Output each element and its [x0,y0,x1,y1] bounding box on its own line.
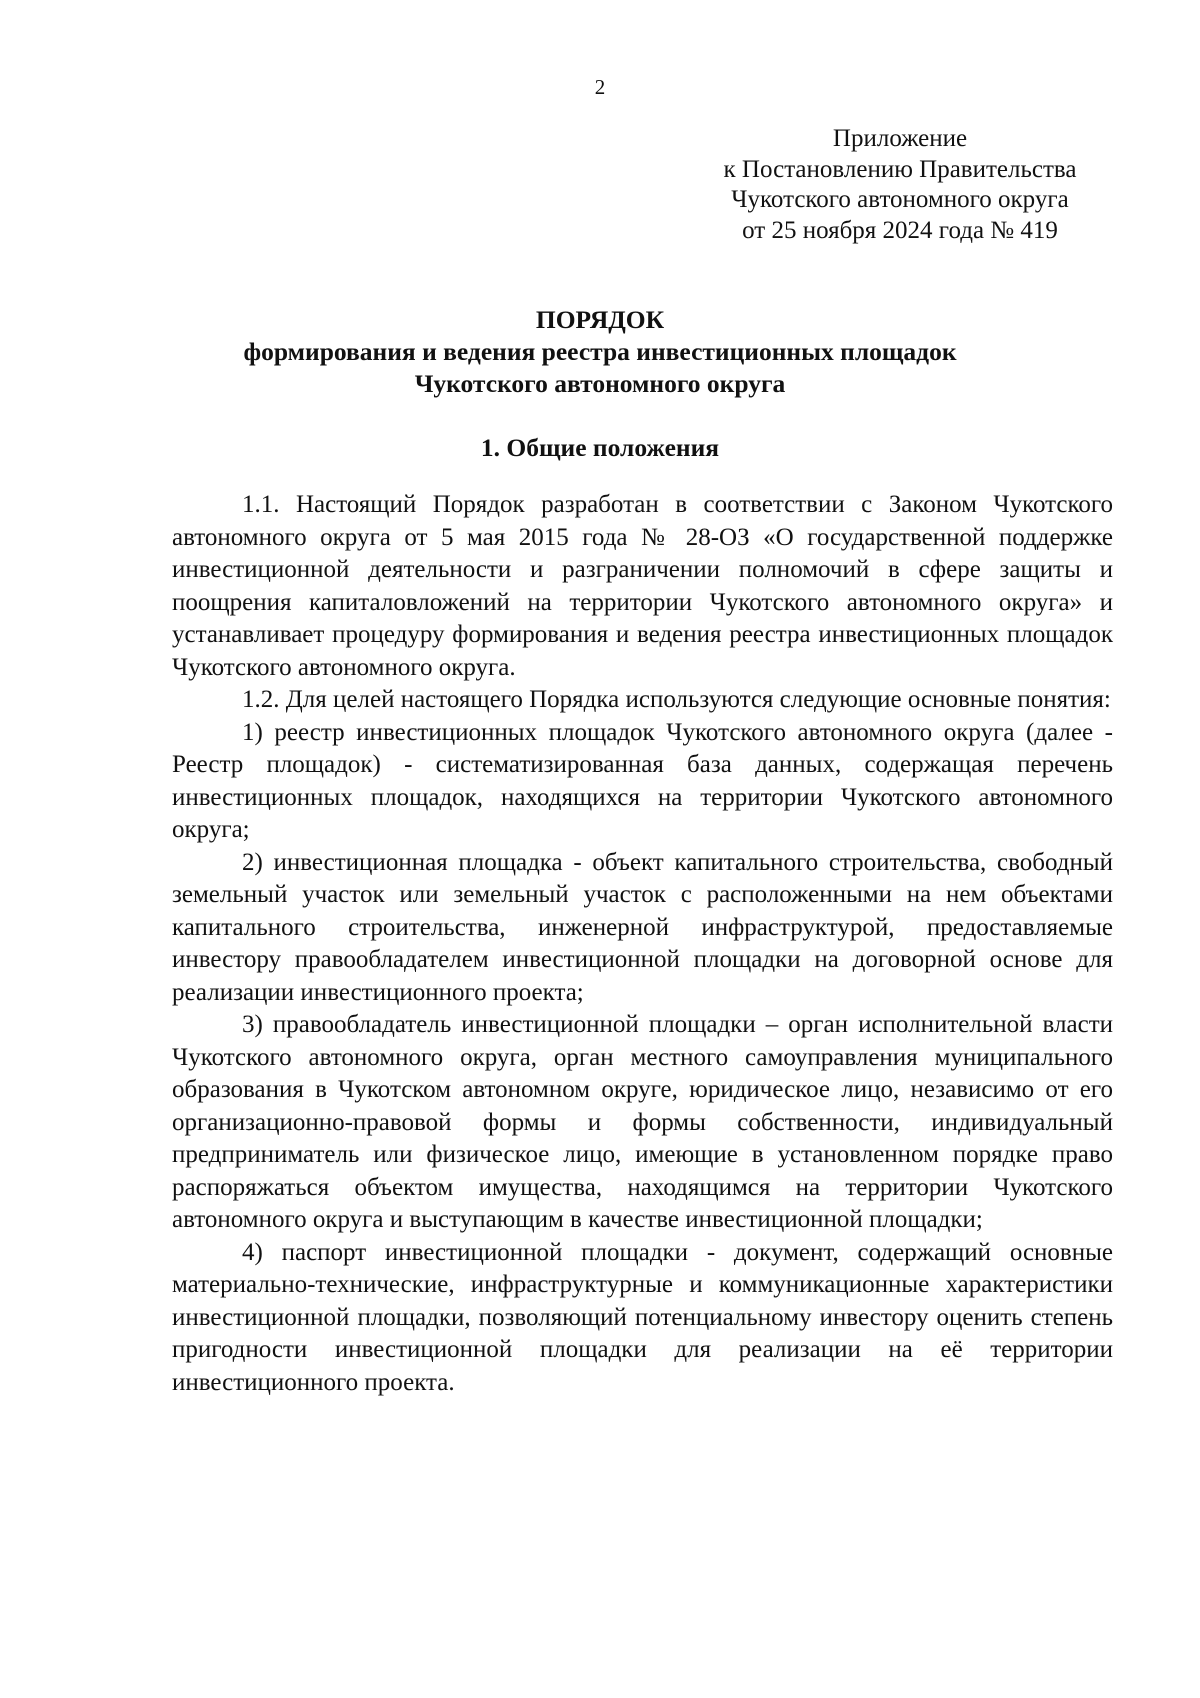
paragraph: 1.2. Для целей настоящего Порядка используются следующие основные понятия: [242,686,1111,713]
appendix-line: Приложение [832,125,968,152]
title-line: Чукотского автономного округа [414,369,786,398]
paragraph: 4) паспорт инвестиционной площадки - документ, содержащий основные материально-технические, инфраструктурные и коммуникационные характеристики инвестиционной площадки, позволяющий потенциальному инвестору оценить степень пригодности инвестиционной площадки для реализации на её территории инвестиционного проекта. [172,1238,1113,1396]
paragraph: 2) инвестиционная площадка - объект капитального строительства, свободный земельный участок или земельный участок с расположенными на нем объектами капитального строительства, инженерной инфраструктурой, предоставляемые инвестору правообладателем инвестиционной площадки на договорной основе для реализации инвестиционного проекта; [172,848,1113,1006]
document-body [172,489,1113,1399]
paragraph: 3) правообладатель инвестиционной площадки – орган исполнительной власти Чукотского автономного округа, орган местного самоуправления муниципального образования в Чукотском автономном округе, юридическое лицо, независимо от его организационно-правовой формы и формы собственности, индивидуальный предприниматель или физическое лицо, имеющие в установленном порядке право распоряжаться объектом имущества, находящимся на территории Чукотского автономного округа и выступающим в качестве инвестиционной площадки; [172,1011,1113,1233]
paragraph: 1) реестр инвестиционных площадок Чукотского автономного округа (далее - Реестр площадок) - систематизированная база данных, содержащая перечень инвестиционных площадок, находящихся на территории Чукотского автономного округа; [172,718,1113,843]
document-title [0,304,1200,400]
title-line: формирования и ведения реестра инвестиционных площадок [243,337,957,366]
title-main: ПОРЯДОК [535,305,665,334]
appendix-line: Чукотского автономного округа [731,186,1069,213]
appendix-line: к Постановлению Правительства [723,155,1077,183]
appendix-block [690,124,1110,246]
appendix-line: от 25 ноября 2024 года № 419 [742,216,1058,244]
section-heading: 1. Общие положения [480,433,720,462]
paragraph: 1.1. Настоящий Порядок разработан в соответствии с Законом Чукотского автономного округа от 5 мая 2015 года № 28-ОЗ «О государственной поддержке инвестиционной деятельности и разграничении полномочий в сфере защиты и поощрения капиталовложений на территории Чукотского автономного округа» и устанавливает процедуру формирования и ведения реестра инвестиционных площадок Чукотского автономного округа. [172,491,1113,681]
page-number: 2 [594,75,606,99]
